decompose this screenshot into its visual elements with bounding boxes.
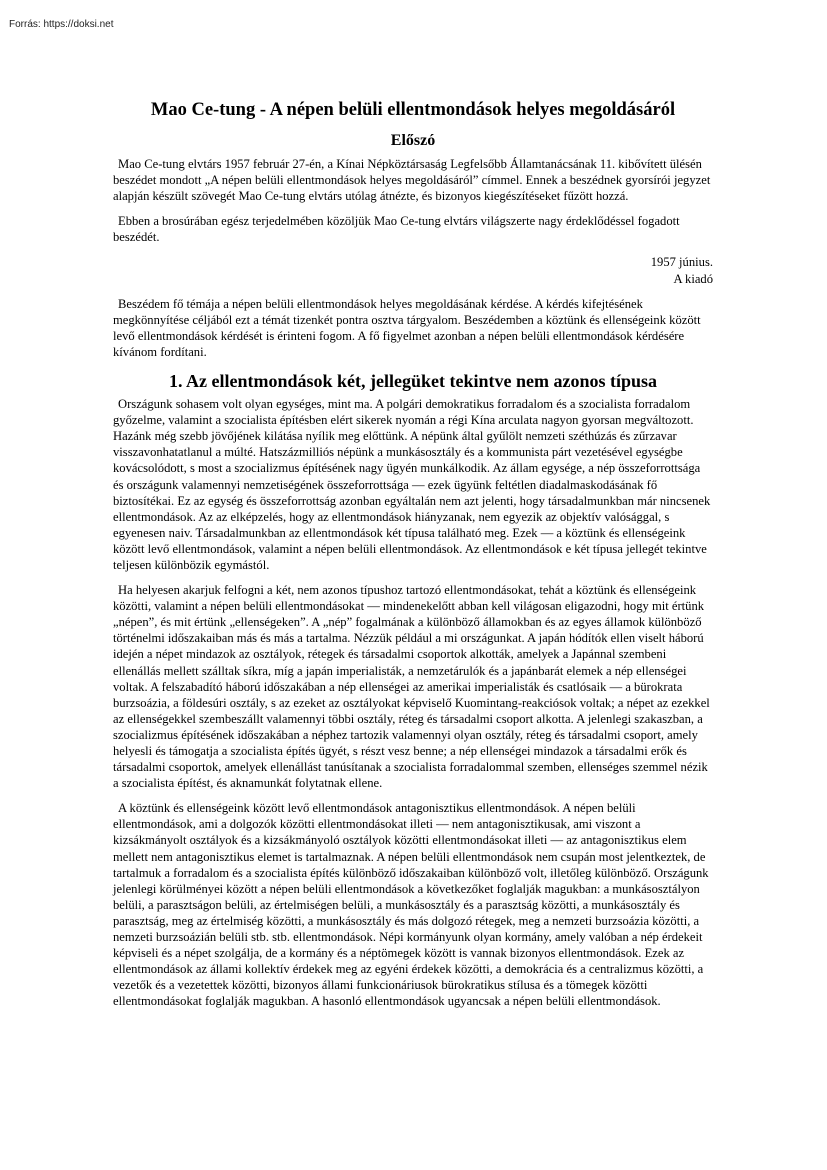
document-title: Mao Ce-tung - A népen belüli ellentmondások helyes megoldásáról: [150, 100, 676, 120]
section-1-paragraph-2: Ha helyesen akarjuk felfogni a két, nem azonos típushoz tartozó ellentmondásokat, tehát a köztünk és ellenségeink közötti, valamint a népen belüli ellentmondásokat — mindenekelőtt abban kell világosan eligazodni, hogy mit értünk „népen”, és mit értünk „ellenségeken”. A „nép” fogalmának a különböző államokban és az egyes államok különböző történelmi időszakaiban más és más a tartalma. Nézzük például a mi országunkat. A japán hódítók ellen viselt háború idején a népet mindazok az osztályok, rétegek és társadalmi csoportok alkották, amelyek a Japánnal szembeni ellenállás mellett szálltak síkra, míg a japán imperialisták, a nemzetárulók és a japánbarát elemek a nép ellenségei voltak. A felszabadító háború időszakában a nép ellenségei az amerikai imperialisták és csatlósaik — a bürokrata burzsoázia, a földesúri osztály, s az ezeket az osztályokat képviselő Kuomintang-reakciósok voltak; a népet az ezekkel az ellenségekkel szembeszállt valamennyi többi osztály, réteg és társadalmi csoport alkotta. A jelenlegi szakaszban, a szocializmus építésének időszakában a néphez tartozik valamennyi olyan osztály, réteg és társadalmi csoport, amely helyesli és támogatja a szocialista építés ügyét, s részt vesz benne; a nép ellenségei mindazok a társadalmi erők és társadalmi csoportok, amelyek ellenállást tanúsítanak a szocialista forradalommal szemben, ellenséges szemmel nézik a szocialista építést, és aknamunkát folytatnak ellene.: [113, 583, 710, 791]
signature-publisher: A kiadó: [673, 271, 713, 286]
section-1-heading: 1. Az ellentmondások két, jellegüket tekintve nem azonos típusa: [169, 371, 657, 392]
intro-paragraph: Beszédem fő témája a népen belüli ellentmondások helyes megoldásának kérdése. A kérdés kifejtésének megkönnyítése céljából ezt a témát tizenkét pontra osztva tárgyalom. Beszédemben a köztünk és ellenségeink között levő ellentmondások kérdését is érinteni fogom. A fő figyelmet azonban a népen belüli ellentmondások kérdésére kívánom fordítani.: [113, 296, 701, 359]
document-page: [113, 98, 713, 1019]
preface-paragraph-1: Mao Ce-tung elvtárs 1957 február 27-én, a Kínai Népköztársaság Legfelsőbb Államtanácsának 11. kibővített ülésén beszédet mondott „A népen belüli ellentmondások helyes megoldásáról” címmel. Ennek a beszédnek gyorsírói jegyzet alapján készült szövegét Mao Ce-tung elvtárs utólag átnézte, és bizonyos kiegészítéseket fűzött hozzá.: [113, 157, 711, 204]
signature-block: [113, 254, 713, 286]
source-label: Forrás: https://doksi.net: [9, 19, 114, 30]
section-1-paragraph-3: A köztünk és ellenségeink között levő ellentmondások antagonisztikus ellentmondások. A népen belüli ellentmondások, ami a dolgozók közötti ellentmondásokat illeti — nem antagonisztikusak, ami viszont a kizsákmányolt osztályok és a kizsákmányoló osztályok közötti ellentmondásokat illeti — az antagonisztikus elem mellett nem antagonisztikus elemet is tartalmaznak. A népen belüli ellentmondások nem csupán most jelentkeztek, de tartalmuk a forradalom és a szocialista építés különböző időszakaiban különböző volt, illetőleg különböző. Országunk jelenlegi körülményei között a népen belüli ellentmondások a következőket foglalják magukban: a munkásosztályon belüli, a parasztságon belüli, az értelmiségen belüli, a munkásosztály és a parasztság közötti, a munkásosztály és parasztság, meg az értelmiség közötti, a munkásosztály és más dolgozó rétegek, meg a nemzeti burzsoázia közötti, a nemzeti burzsoázián belüli stb. stb. ellentmondások. Népi kormányunk olyan kormány, amely valóban a nép érdekeit képviseli és a népet szolgálja, de a kormány és a néptömegek között is vannak bizonyos ellentmondások. Ezek az ellentmondások az állami kollektív érdekek meg az egyéni érdekek közötti, a demokrácia és a centralizmus közötti, a vezetők és a vezetettek közötti, bizonyos állami funkcionáriusok bürokratikus stílusa és a tömegek közötti ellentmondásokat foglalják magukban. A hasonló ellentmondások ugyancsak a népen belüli ellentmondások.: [113, 801, 709, 1009]
preface-heading: Előszó: [390, 132, 436, 149]
preface-paragraph-2: Ebben a brosúrában egész terjedelmében közöljük Mao Ce-tung elvtárs világszerte nagy érdeklődéssel fogadott beszédét.: [113, 214, 680, 245]
signature-date: 1957 június.: [650, 255, 713, 270]
section-1-paragraph-1: Országunk sohasem volt olyan egységes, mint ma. A polgári demokratikus forradalom és a szocialista forradalom győzelme, valamint a szocialista építésben elért sikerek nyomán a régi Kína arculata nagyon gyorsan megváltozott. Hazánk még szebb jövőjének kilátása nyílik meg előttünk. A népünk által gyűlölt nemzeti széthúzás és zűrzavar visszavonhatatlanul a múlté. Hatszázmilliós népünk a munkásosztály és a kommunista párt vezetésével egységbe kovácsolódott, s most a szocializmus építésének nagy ügyén munkálkodik. Az állam egysége, a nép összeforrottsága és országunk valamennyi nemzetiségének összeforrottsága — ezek ügyünk feltétlen diadalmaskodásának fő biztosítékai. Ez az egység és összeforrottság azonban egyáltalán nem azt jelenti, hogy társadalmunkban már nincsenek ellentmondások. Az az elképzelés, hogy az ellentmondások hiányzanak, nem egyezik az objektív valósággal, s egyenesen naiv. Társadalmunkban az ellentmondások két típusa található meg. Ezek — a köztünk és ellenségeink között levő ellentmondások, valamint a népen belüli ellentmondások. Az ellentmondások e két típusa jellegét tekintve teljesen különbözik egymástól.: [113, 397, 711, 572]
